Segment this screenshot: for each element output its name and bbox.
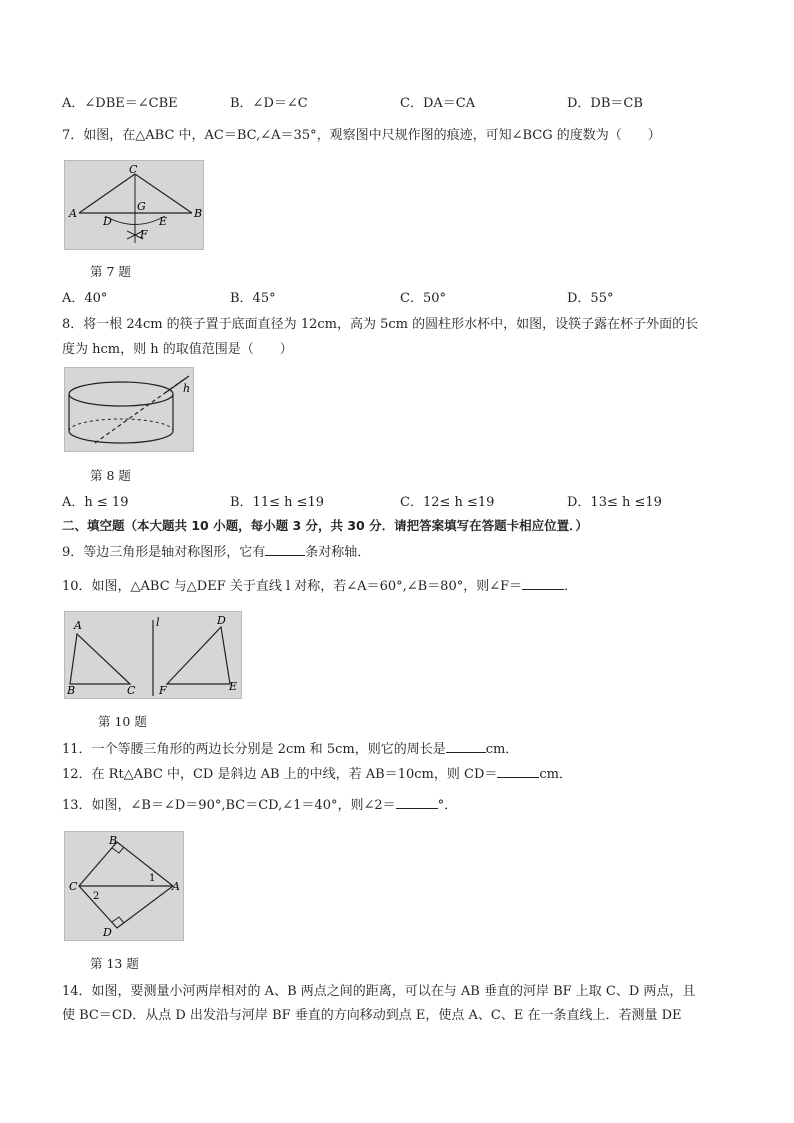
q8-figure [64,367,194,452]
q13-label-angle1: 1 [149,873,156,884]
q9 [62,541,370,560]
q13-text-after: °． [437,798,458,813]
q6-option-d: D．DB＝CB [567,96,643,111]
q6-option-b: B．∠D＝∠C [230,96,308,111]
q12-text-after: cm． [539,767,572,782]
q12-text-before: 12．在 Rt△ABC 中，CD 是斜边 AB 上的中线，若 AB＝10cm，则 CD＝ [62,767,498,782]
q10-label-c: C [127,684,136,697]
q7-label-a: A [69,207,77,220]
q7-label-e: E [159,215,168,228]
q11-text-before: 11．一个等腰三角形的两边长分别是 2cm 和 5cm，则它的周长是 [62,742,446,757]
q12 [62,763,572,782]
q8-option-d: D．13≤ h ≤19 [567,495,662,510]
q11-answer-blank[interactable] [446,740,486,753]
q13-label-d: D [103,926,112,939]
q7-label-b: B [194,207,203,220]
q7-label-g: G [137,200,146,213]
q13-caption: 第 13 题 [90,956,139,971]
q11 [62,738,518,757]
section2-heading: 二、填空题（本大题共 10 小题，每小题 3 分，共 30 分．请把答案填写在答题卡相应位置．） [62,518,588,533]
q8-label-h: h [183,382,191,395]
q7-option-a: A．40° [62,291,108,306]
q13-label-c: C [69,880,78,893]
q8-option-c: C．12≤ h ≤19 [400,495,495,510]
q13-label-a: A [172,880,180,893]
q7-label-c: C [129,163,138,176]
q10-caption: 第 10 题 [98,714,147,729]
q6-option-c: C．DA＝CA [400,96,476,111]
q10 [62,575,577,594]
q10-figure [64,611,242,699]
q9-text-after: 条对称轴． [305,545,371,560]
q9-answer-blank[interactable] [265,543,305,556]
q10-label-e: E [229,680,238,693]
q11-text-after: cm． [485,742,519,757]
q10-label-a: A [74,619,82,632]
q8-stem-line2: 度为 hcm，则 h 的取值范围是（ ） [62,342,293,357]
q10-label-l: l [156,616,160,629]
q8-option-b: B．11≤ h ≤19 [230,495,325,510]
q8-option-a: A．h ≤ 19 [62,495,129,510]
q7-caption: 第 7 题 [90,264,131,279]
q7-label-f: F [140,228,148,241]
q7-stem: 7．如图，在△ABC 中，AC＝BC,∠A＝35°，观察图中尺规作图的痕迹，可知∠BCG 的度数为（ ） [62,128,661,143]
q13-text-before: 13．如图，∠B＝∠D＝90°,BC＝CD,∠1＝40°，则∠2＝ [62,798,396,813]
q9-text-before: 9．等边三角形是轴对称图形，它有 [62,545,266,560]
q14-line2: 使 BC＝CD．从点 D 出发沿与河岸 BF 垂直的方向移动到点 E，使点 A、C、E 在一条直线上．若测量 DE [62,1008,682,1023]
q10-answer-blank[interactable] [522,577,564,590]
q13 [62,794,457,813]
q8-caption: 第 8 题 [90,468,131,483]
q10-text-after: ． [564,579,578,594]
q10-label-d: D [217,614,226,627]
q10-label-b: B [67,684,76,697]
q7-label-d: D [103,215,112,228]
q7-option-d: D．55° [567,291,614,306]
q14-line1: 14．如图，要测量小河两岸相对的 A、B 两点之间的距离，可以在与 AB 垂直的河岸 BF 上取 C、D 两点，且 [62,984,696,999]
q7-option-b: B．45° [230,291,276,306]
q10-text-before: 10．如图，△ABC 与△DEF 关于直线 l 对称，若∠A＝60°,∠B＝80°，则∠F＝ [62,579,523,594]
q7-option-c: C．50° [400,291,446,306]
q13-figure [64,831,184,941]
q13-label-b: B [109,834,118,847]
q6-option-a: A．∠DBE＝∠CBE [62,96,178,111]
q13-label-angle2: 2 [93,891,100,902]
q13-answer-blank[interactable] [396,796,438,809]
q7-figure [64,160,204,250]
q8-stem-line1: 8．将一根 24cm 的筷子置于底面直径为 12cm，高为 5cm 的圆柱形水杯中，如图，设筷子露在杯子外面的长 [62,317,699,332]
q10-label-f: F [159,684,167,697]
q12-answer-blank[interactable] [497,765,539,778]
